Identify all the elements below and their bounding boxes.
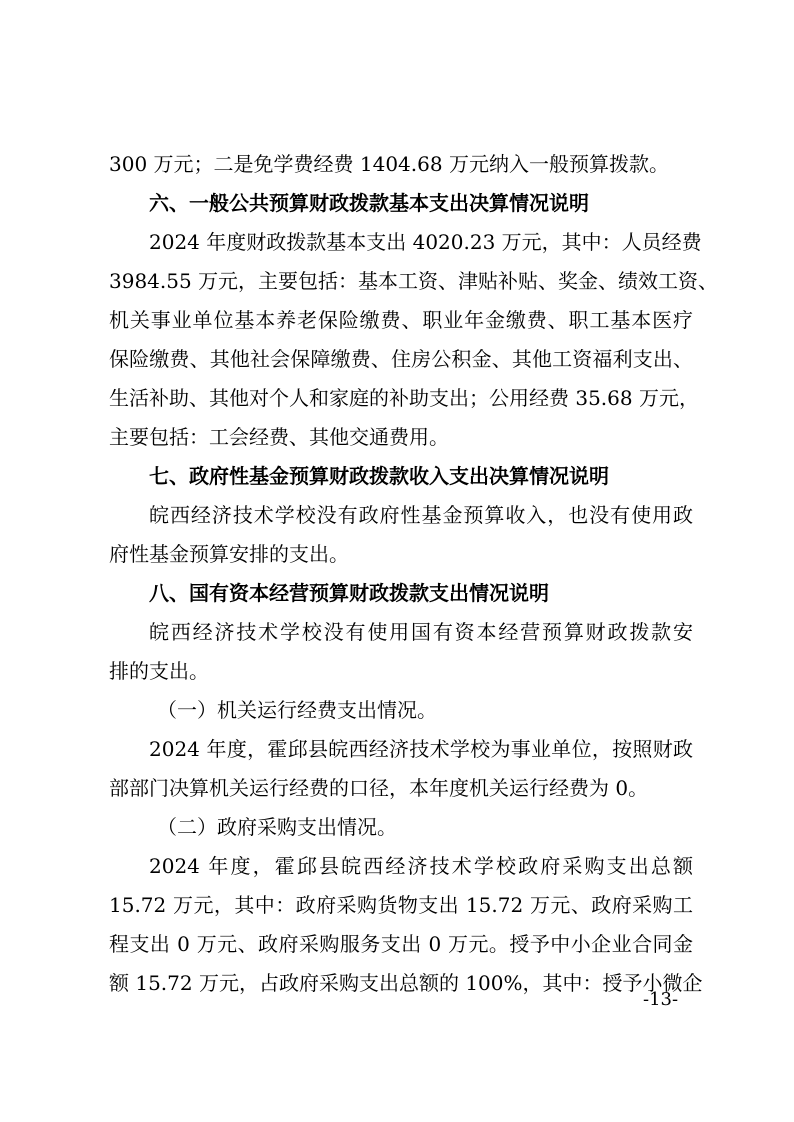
- subsection-heading-1: （一）机关运行经费支出情况。: [157, 698, 437, 722]
- paragraph-line: 程支出 0 万元、政府采购服务支出 0 万元。授予中小企业合同金: [109, 932, 693, 956]
- paragraph-line: 皖西经济技术学校没有政府性基金预算收入，也没有使用政: [149, 503, 693, 527]
- paragraph-line: 2024 年度财政拨款基本支出 4020.23 万元，其中：人员经费: [149, 230, 702, 254]
- paragraph-line: 机关事业单位基本养老保险缴费、职业年金缴费、职工基本医疗: [109, 308, 693, 332]
- paragraph-line: 15.72 万元，其中：政府采购货物支出 15.72 万元、政府采购工: [109, 893, 693, 917]
- paragraph-line: 额 15.72 万元，占政府采购支出总额的 100%，其中：授予小微企: [109, 971, 703, 995]
- section-heading-8: 八、国有资本经营预算财政拨款支出情况说明: [149, 581, 549, 605]
- paragraph-line: 部部门决算机关运行经费的口径，本年度机关运行经费为 0。: [109, 776, 649, 800]
- paragraph-line: 皖西经济技术学校没有使用国有资本经营预算财政拨款安: [149, 620, 693, 644]
- paragraph-line: 府性基金预算安排的支出。: [109, 542, 349, 566]
- paragraph-line: 生活补助、其他对个人和家庭的补助支出；公用经费 35.68 万元，: [109, 386, 699, 410]
- paragraph-line: 排的支出。: [109, 659, 209, 683]
- paragraph-line: 3984.55 万元，主要包括：基本工资、津贴补贴、奖金、绩效工资、: [109, 269, 719, 293]
- document-body: [109, 145, 719, 1003]
- paragraph-line: 2024 年度，霍邱县皖西经济技术学校政府采购支出总额: [149, 854, 693, 878]
- section-heading-6: 六、一般公共预算财政拨款基本支出决算情况说明: [149, 191, 589, 215]
- section-heading-7: 七、政府性基金预算财政拨款收入支出决算情况说明: [149, 464, 609, 488]
- paragraph-line: 保险缴费、其他社会保障缴费、住房公积金、其他工资福利支出、: [109, 347, 693, 371]
- page-number: -13-: [643, 989, 679, 1010]
- paragraph-line: 主要包括：工会经费、其他交通费用。: [109, 425, 449, 449]
- paragraph-line: 300 万元；二是免学费经费 1404.68 万元纳入一般预算拨款。: [109, 152, 669, 176]
- paragraph-line: 2024 年度，霍邱县皖西经济技术学校为事业单位，按照财政: [149, 737, 693, 761]
- subsection-heading-2: （二）政府采购支出情况。: [157, 815, 397, 839]
